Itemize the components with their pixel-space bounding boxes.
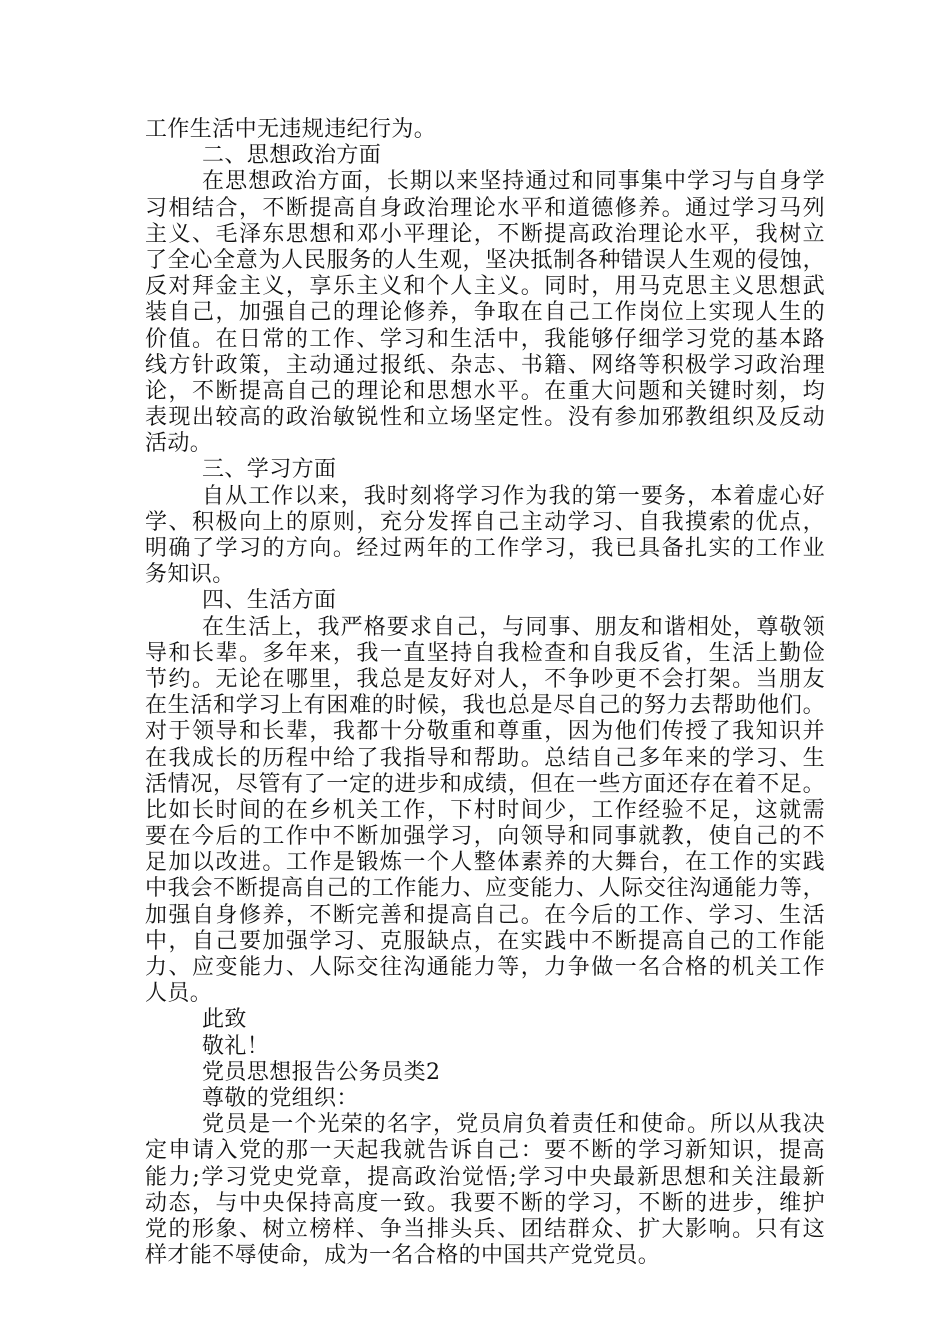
- text-line: 反对拜金主义，享乐主义和个人主义。同时，用马克思主义思想武: [145, 274, 825, 300]
- text-line: 二、思想政治方面: [202, 143, 382, 169]
- text-line: 了全心全意为人民服务的人生观，坚决抵制各种错误人生观的侵蚀，: [145, 247, 825, 273]
- text-line: 党员是一个光荣的名字，党员肩负着责任和使命。所以从我决: [202, 1112, 825, 1138]
- text-line: 活动。: [145, 431, 213, 457]
- text-line: 动态，与中央保持高度一致。我要不断的学习，不断的进步，维护: [145, 1190, 825, 1216]
- text-line: 人员。: [145, 981, 213, 1007]
- text-line: 比如长时间的在乡机关工作，下村时间少，工作经验不足，这就需: [145, 797, 825, 823]
- text-line: 节约。无论在哪里，我总是友好对人，不争吵更不会打架。当朋友: [145, 666, 825, 692]
- text-line: 装自己，加强自己的理论修养，争取在自己工作岗位上实现人生的: [145, 300, 825, 326]
- text-line: 足加以改进。工作是锻炼一个人整体素养的大舞台，在工作的实践: [145, 850, 825, 876]
- text-line: 表现出较高的政治敏锐性和立场坚定性。没有参加邪教组织及反动: [145, 405, 825, 431]
- text-line: 在我成长的历程中给了我指导和帮助。总结自己多年来的学习、生: [145, 745, 825, 771]
- text-line: 尊敬的党组织：: [202, 1085, 359, 1111]
- document-body: [145, 117, 825, 1269]
- text-line: 中，自己要加强学习、克服缺点，在实践中不断提高自己的工作能: [145, 928, 825, 954]
- text-line: 四、生活方面: [202, 588, 337, 614]
- text-line: 力、应变能力、人际交往沟通能力等，力争做一名合格的机关工作: [145, 955, 825, 980]
- text-line: 定申请入党的那一天起我就告诉自己：要不断的学习新知识，提高: [145, 1138, 825, 1164]
- text-line: 学、积极向上的原则，充分发挥自己主动学习、自我摸索的优点，: [145, 509, 825, 535]
- text-line: 要在今后的工作中不断加强学习，向领导和同事就教，使自己的不: [145, 824, 825, 850]
- text-line: 自从工作以来，我时刻将学习作为我的第一要务，本着虚心好: [202, 483, 825, 509]
- text-line: 党员思想报告公务员类2: [202, 1059, 441, 1085]
- text-line: 三、学习方面: [202, 457, 337, 483]
- text-line: 习相结合，不断提高自身政治理论水平和道德修养。通过学习马列: [145, 195, 825, 221]
- text-line: 能力;学习党史党章，提高政治觉悟;学习中央最新思想和关注最新: [145, 1164, 825, 1190]
- text-line: 论，不断提高自己的理论和思想水平。在重大问题和关键时刻，均: [145, 378, 825, 404]
- text-line: 主义、毛泽东思想和邓小平理论，不断提高政治理论水平，我树立: [145, 221, 825, 247]
- text-line: 敬礼！: [202, 1033, 270, 1059]
- text-line: 党的形象、树立榜样、争当排头兵、团结群众、扩大影响。只有这: [145, 1216, 825, 1242]
- text-line: 样才能不辱使命，成为一名合格的中国共产党党员。: [145, 1243, 661, 1269]
- text-line: 价值。在日常的工作、学习和生活中，我能够仔细学习党的基本路: [145, 326, 825, 352]
- text-line: 活情况，尽管有了一定的进步和成绩，但在一些方面还存在着不足。: [145, 771, 825, 797]
- text-line: 线方针政策，主动通过报纸、杂志、书籍、网络等积极学习政治理: [145, 352, 825, 378]
- text-line: 导和长辈。多年来，我一直坚持自我检查和自我反省，生活上勤俭: [145, 640, 825, 666]
- text-line: 加强自身修养，不断完善和提高自己。在今后的工作、学习、生活: [145, 902, 825, 928]
- text-line: 此致: [202, 1007, 247, 1033]
- text-line: 在生活上，我严格要求自己，与同事、朋友和谐相处，尊敬领: [202, 614, 825, 640]
- text-line: 在生活和学习上有困难的时候，我也总是尽自己的努力去帮助他们。: [145, 693, 825, 719]
- text-line: 明确了学习的方向。经过两年的工作学习，我已具备扎实的工作业: [145, 536, 825, 561]
- text-line: 工作生活中无违规违纪行为。: [145, 117, 437, 142]
- text-line: 对于领导和长辈，我都十分敬重和尊重，因为他们传授了我知识并: [145, 719, 825, 745]
- text-line: 务知识。: [145, 562, 235, 588]
- text-line: 在思想政治方面，长期以来坚持通过和同事集中学习与自身学: [202, 169, 825, 195]
- text-line: 中我会不断提高自己的工作能力、应变能力、人际交往沟通能力等，: [145, 876, 825, 902]
